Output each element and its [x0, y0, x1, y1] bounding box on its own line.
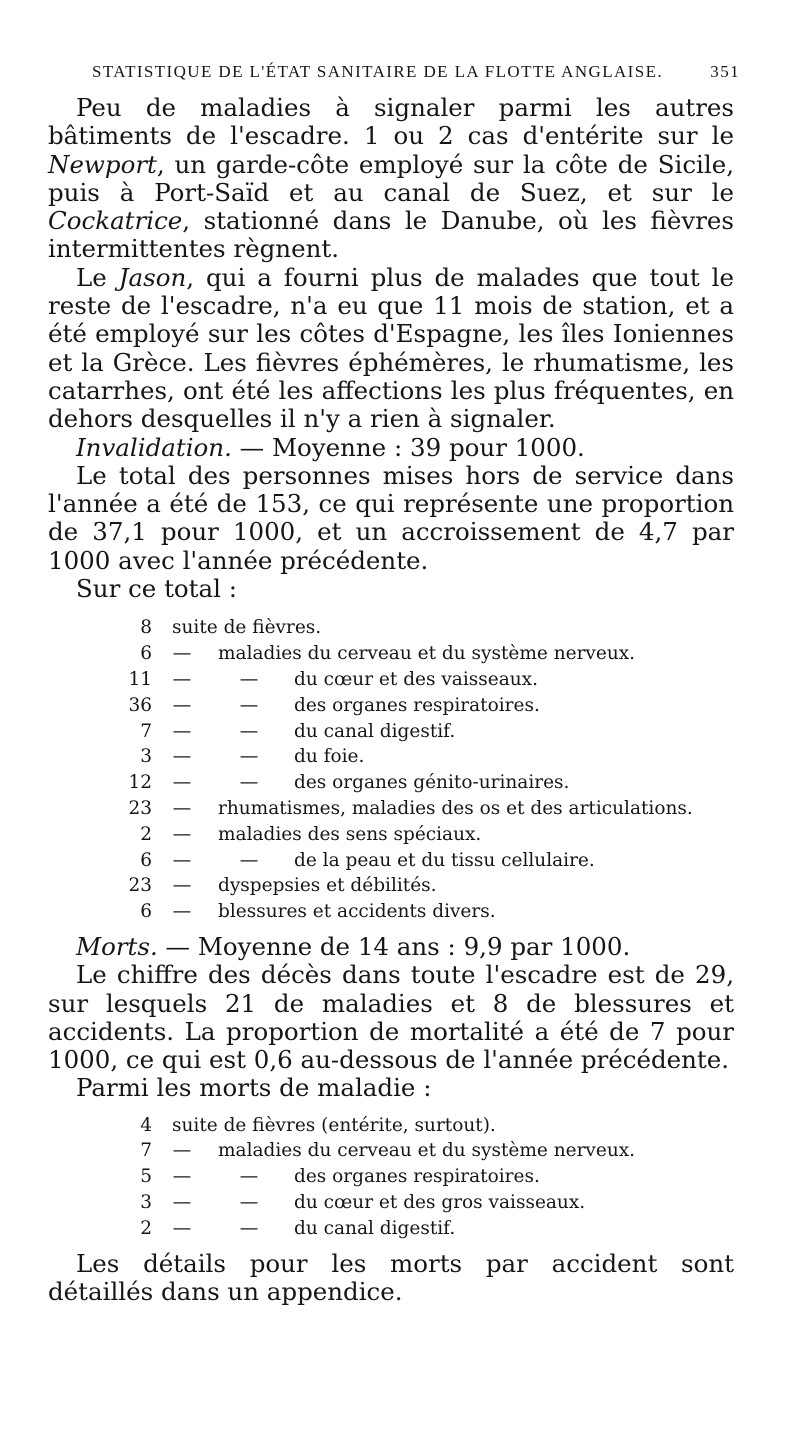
list-label: blessures et accidents divers.	[218, 901, 496, 923]
ditto-dash: —	[239, 849, 259, 871]
paragraph-other-ships	[48, 94, 734, 264]
paragraph-invalidation-total: Le total des personnes mises hors de service dans l'année a été de 153, ce qui représente une proportion de 37,1 pour 1000, et un accroissement de 4,7 par 1000 avec l'année précédente.	[48, 460, 734, 575]
list-count: 4	[140, 1114, 152, 1136]
list-item	[48, 822, 734, 848]
section-lead: Invalidation.	[76, 432, 232, 462]
list-count: 6	[140, 849, 152, 871]
list-count: 23	[128, 797, 152, 819]
list-item	[48, 693, 734, 719]
ditto-dash: —	[172, 668, 192, 690]
page-number: 351	[710, 62, 740, 81]
running-header	[84, 62, 740, 86]
paragraph-deaths-total: Le chiffre des décès dans toute l'escadre est de 29, sur lesquels 21 de maladies et 8 de blessures et accidents. La proportion de mortalité a été de 7 pour 1000, ce qui est 0,6 au-dessous de l'année précédente.	[48, 960, 734, 1075]
paragraph-text: Peu de maladies à signaler parmi les autres bâtiments de l'escadre. 1 ou 2 cas d'entérite sur le	[48, 93, 734, 151]
ditto-dash: —	[172, 797, 192, 819]
list-count: 36	[128, 694, 152, 716]
list-spacer	[204, 1138, 218, 1164]
list-label: maladies du cerveau et du système nerveux.	[218, 643, 636, 665]
ditto-dash: —	[172, 849, 192, 871]
ditto-dash: —	[172, 694, 192, 716]
ship-name: Newport	[48, 149, 157, 179]
list-item	[48, 770, 734, 796]
list-count: 8	[140, 617, 152, 639]
ditto-dash: —	[172, 1166, 192, 1188]
ditto-dash: —	[172, 643, 192, 665]
list-spacer	[204, 641, 218, 667]
list-count: 3	[140, 746, 152, 768]
body-text	[48, 94, 734, 1306]
list-count: 2	[140, 1217, 152, 1239]
list-label: des organes respiratoires.	[294, 694, 540, 716]
list-item	[48, 615, 734, 641]
list-count: 11	[128, 668, 152, 690]
list-item	[48, 641, 734, 667]
list-count: 12	[128, 772, 152, 794]
ditto-dash: —	[239, 1166, 259, 1188]
list-item	[48, 796, 734, 822]
section-lead: Morts.	[76, 931, 158, 961]
list-label: dyspepsies et débilités.	[218, 875, 437, 897]
ditto-dash: —	[172, 875, 192, 897]
list-label: suite de fièvres.	[172, 617, 322, 639]
list-spacer	[204, 899, 218, 925]
list-item	[48, 1216, 734, 1242]
paragraph-text: , stationné dans le Danube, où les fièvres intermittentes règnent.	[48, 206, 734, 264]
ditto-dash: —	[172, 901, 192, 923]
list-item	[48, 1164, 734, 1190]
paragraph-sur-ce-total: Sur ce total :	[76, 574, 237, 604]
paragraph-text: — Moyenne : 39 pour 1000.	[231, 432, 585, 462]
list-item	[48, 1190, 734, 1216]
list-label: rhumatismes, maladies des os et des articulations.	[218, 797, 693, 819]
ditto-dash: —	[172, 772, 192, 794]
list-item	[48, 744, 734, 770]
paragraph-text: Le	[76, 262, 119, 292]
list-item	[48, 719, 734, 745]
list-count: 6	[140, 643, 152, 665]
list-label: du canal digestif.	[294, 720, 456, 742]
paragraph-text: , qui a fourni plus de malades que tout le reste de l'escadre, n'a eu que 11 mois de station, et a été employé sur les côtes d'Espagne, les îles Ioniennes et la Grèce. Les fièvres éphémères, le rhumatisme, les catarrhes, ont été les affections les plus fréquentes, en dehors desquelles il n'y a rien à signaler.	[48, 262, 734, 434]
ditto-dash: —	[239, 668, 259, 690]
paragraph-parmi-les-morts: Parmi les morts de maladie :	[76, 1073, 432, 1103]
ship-name: Cockatrice	[48, 206, 183, 236]
list-count: 5	[140, 1166, 152, 1188]
list-spacer	[204, 873, 218, 899]
list-item	[48, 667, 734, 693]
ditto-dash: —	[239, 746, 259, 768]
paragraph-invalidation-heading	[48, 434, 734, 462]
list-label: du cœur et des gros vaisseaux.	[294, 1192, 586, 1214]
list-item	[48, 1138, 734, 1164]
ditto-dash: —	[172, 1140, 192, 1162]
ditto-dash: —	[172, 823, 192, 845]
list-item	[48, 899, 734, 925]
paragraph-text: — Moyenne de 14 ans : 9,9 par 1000.	[157, 931, 631, 961]
list-count: 23	[128, 875, 152, 897]
list-count: 6	[140, 901, 152, 923]
list-item	[48, 1113, 734, 1139]
list-label: du foie.	[294, 746, 365, 768]
ditto-dash: —	[172, 1192, 192, 1214]
list-item	[48, 848, 734, 874]
list-spacer	[204, 822, 218, 848]
list-item	[48, 873, 734, 899]
list-count: 7	[140, 1140, 152, 1162]
ditto-dash: —	[239, 694, 259, 716]
ditto-dash: —	[172, 746, 192, 768]
list-label: des organes respiratoires.	[294, 1166, 540, 1188]
list-label: maladies des sens spéciaux.	[218, 823, 482, 845]
list-count: 7	[140, 720, 152, 742]
list-count: 2	[140, 823, 152, 845]
ship-name: Jason	[118, 262, 187, 292]
list-count: 3	[140, 1192, 152, 1214]
ditto-dash: —	[239, 720, 259, 742]
ditto-dash: —	[172, 720, 192, 742]
list-label: du cœur et des vaisseaux.	[294, 668, 538, 690]
list-label: des organes génito-urinaires.	[294, 772, 570, 794]
ditto-dash: —	[239, 1192, 259, 1214]
list-label: maladies du cerveau et du système nerveux.	[218, 1140, 636, 1162]
header-title: STATISTIQUE DE L'ÉTAT SANITAIRE DE LA FLOTTE ANGLAISE.	[92, 62, 663, 81]
paragraph-text: , un garde-côte employé sur la côte de Sicile, puis à Port-Saïd et au canal de Suez, et sur le	[48, 149, 734, 207]
paragraph-morts-heading	[48, 933, 734, 961]
paragraph-jason	[48, 264, 734, 434]
list-label: suite de fièvres (entérite, surtout).	[172, 1114, 496, 1136]
ditto-dash: —	[239, 772, 259, 794]
invalidation-list	[48, 615, 734, 925]
deaths-list	[48, 1113, 734, 1242]
list-label: de la peau et du tissu cellulaire.	[294, 849, 595, 871]
ditto-dash: —	[172, 1217, 192, 1239]
list-label: du canal digestif.	[294, 1217, 456, 1239]
paragraph-appendix-note: Les détails pour les morts par accident sont détaillés dans un appendice.	[48, 1248, 734, 1306]
ditto-dash: —	[239, 1217, 259, 1239]
list-spacer	[204, 796, 218, 822]
